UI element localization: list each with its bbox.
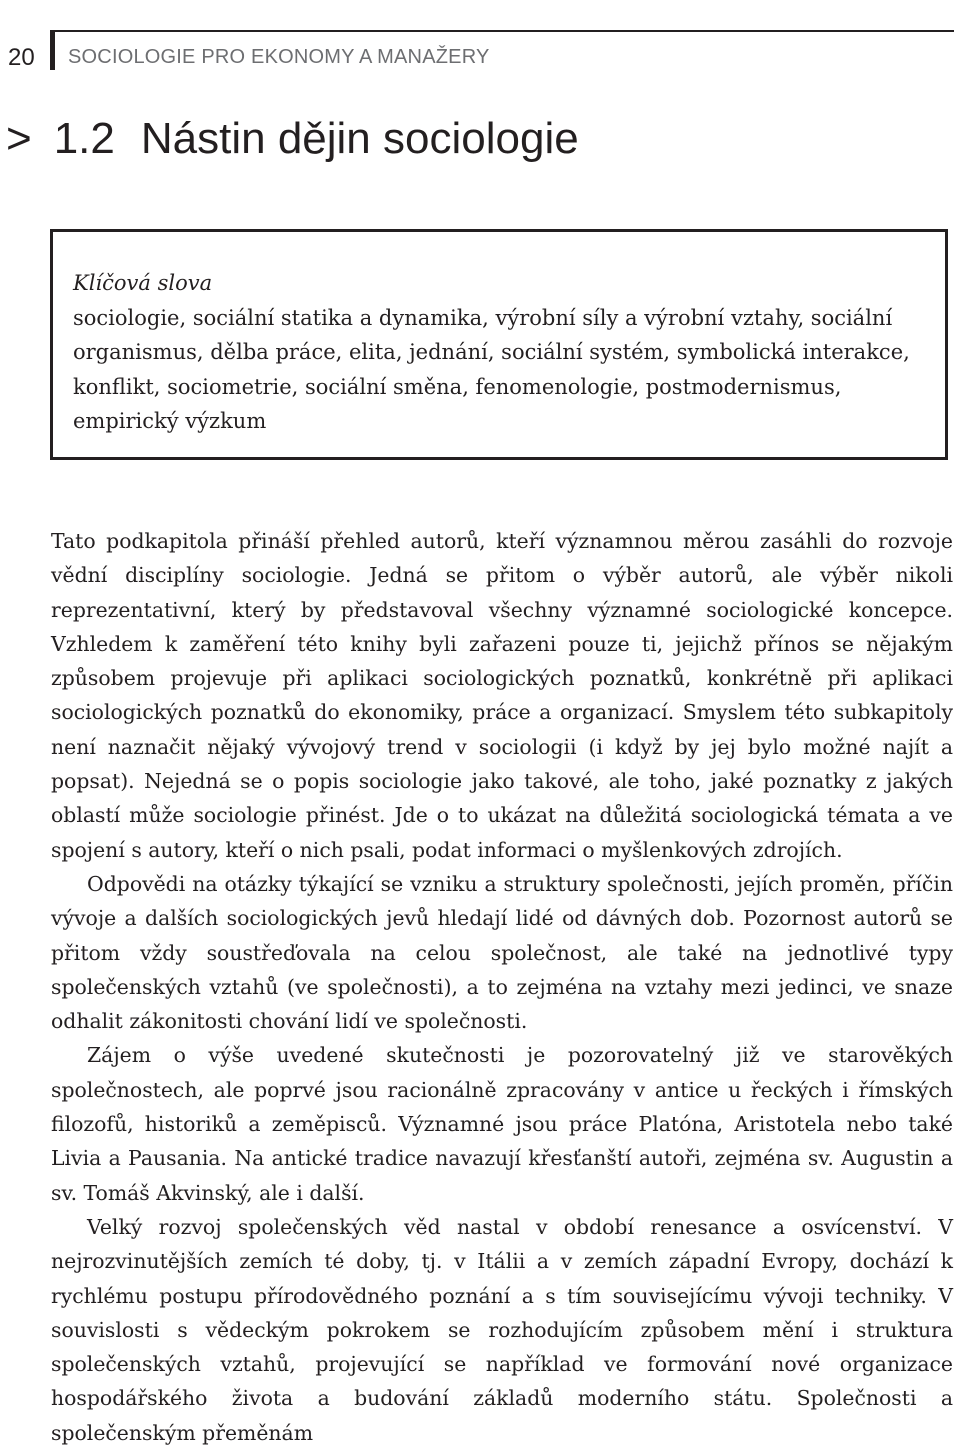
section-number: 1.2 [53,114,115,163]
paragraph-3: Zájem o výše uvedené skutečnosti je pozorovatelný již ve starověkých společnostech, ale poprvé jsou racionálně zpracovány v antice u řeckých i římských filozofů, historiků a zeměpisců. Významné jsou práce Platóna, Aristotela nebo také Livia a Pausania. Na antické tradice navazují křesťanští autoři, zejména sv. Augustin a sv. Tomáš Akvinský, ale i další. [51,1043,953,1205]
header-rule-vertical [50,30,55,70]
body-text [51,524,953,1450]
section-marker: > [6,114,32,163]
paragraph-4: Velký rozvoj společenských věd nastal v období renesance a osvícenství. V nejrozvinutějších zemích té doby, tj. v Itálii a v zemích západní Evropy, dochází k rychlému postupu přírodovědného poznání a s tím souvisejícímu vývoji techniky. V souvislosti s vědeckým pokrokem se rozhodujícím způsobem mění i struktura společenských vztahů, projevující se například ve formování nové organizace hospodářského života a budování základů moderního státu. Společnosti a společenským přeměnám [51,1214,953,1445]
paragraph-1: Tato podkapitola přináší přehled autorů, kteří významnou měrou zasáhli do rozvoje vědní disciplíny sociologie. Jedná se přitom o výběr autorů, ale výběr nikoli reprezentativní, který by představoval všechny významné sociologické koncepce. Vzhledem k zaměření této knihy byli zařazeni pouze ti, jejichž přínos se nějakým způsobem projevuje při aplikaci sociologických poznatků, konkrétně při aplikaci sociologických poznatků do ekonomiky, práce a organizací. Smyslem této subkapitoly není naznačit nějaký vývojový trend v sociologii (i když by jej bylo možné najít a popsat). Nejedná se o popis sociologie jako takové, ale toho, jaké poznatky z jakých oblastí může sociologie přinést. Jde o to ukázat na důležitá sociologická témata a ve spojení s autory, kteří o nich psali, podat informaci o myšlenkových zdrojích. [51,529,953,862]
keywords-box [50,229,948,460]
keywords-text: sociologie, sociální statika a dynamika, výrobní síly a výrobní vztahy, sociální organismus, dělba práce, elita, jednání, sociální systém, symbolická interakce, konflikt, sociometrie, sociální směna, fenomenologie, postmodernismus, empirický výzkum [73,305,910,433]
section-heading [6,114,579,164]
page-number: 20 [8,44,35,71]
running-title: SOCIOLOGIE PRO EKONOMY A MANAŽERY [68,46,490,68]
paragraph-2: Odpovědi na otázky týkající se vzniku a struktury společnosti, jejích proměn, příčin vývoje a dalších sociologických jevů hledají lidé od dávných dob. Pozornost autorů se přitom vždy soustřeďovala na celou společnost, ale také na jednotlivé typy společenských vztahů (ve společnosti), a to zejména na vztahy mezi jedinci, ve snaze odhalit zákonitosti chování lidí ve společnosti. [51,871,953,1034]
header-rule-horizontal [50,30,954,32]
section-title: Nástin dějin sociologie [140,114,579,163]
keywords-title: Klíčová slova [73,271,213,295]
page-header [0,30,960,80]
